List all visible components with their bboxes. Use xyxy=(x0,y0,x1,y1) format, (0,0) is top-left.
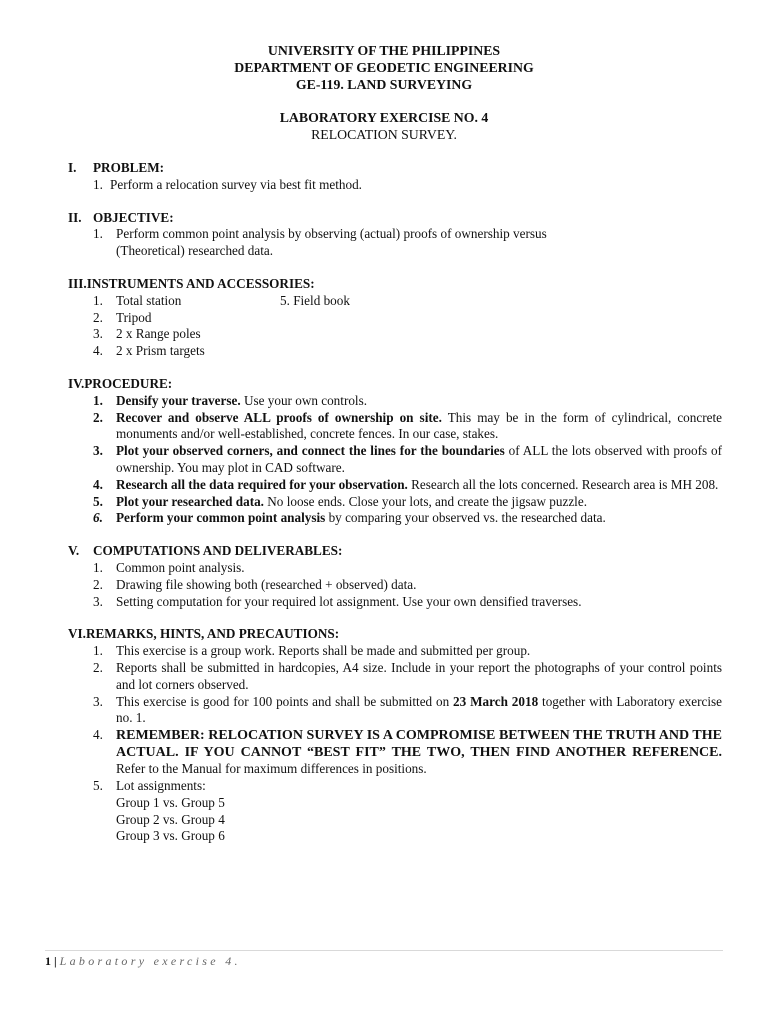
lot-assignment: Group 3 vs. Group 6 xyxy=(116,828,225,844)
list-item: 4. REMEMBER: RELOCATION SURVEY IS A COMPROMISE BETWEEN THE TRUTH AND THE ACTUAL. IF YOU CANNOT “BEST FIT” THE TWO, THEN FIND ANOTHER REFERENCE. Refer to the Manual for maximum differences in positions. xyxy=(93,727,722,777)
section-instruments xyxy=(68,276,722,360)
section-heading: V. COMPUTATIONS AND DELIVERABLES: xyxy=(68,543,343,559)
footer-divider xyxy=(45,950,723,951)
section-computations xyxy=(68,543,722,610)
list-item: 1. Total station 5. Field book xyxy=(93,292,350,308)
section-heading: IV.PROCEDURE: xyxy=(68,375,173,391)
document-body xyxy=(68,160,722,861)
list-item: 5. Plot your researched data. No loose ends. Close your lots, and create the jigsaw puzzle. xyxy=(93,493,587,509)
course-name: GE-119. LAND SURVEYING xyxy=(295,77,473,92)
list-item: 2. Recover and observe ALL proofs of ownership on site. This may be in the form of cylindrical, concrete monuments and/or well-established, concrete fences. In our case, stakes. xyxy=(93,409,722,442)
exercise-title-block xyxy=(0,109,768,143)
exercise-number: LABORATORY EXERCISE NO. 4 xyxy=(279,110,489,125)
section-procedure xyxy=(68,376,722,527)
list-item: 3. Plot your observed corners, and connect the lines for the boundaries of ALL the lots observed with proofs of ownership. You may plot in CAD software. xyxy=(93,443,722,475)
list-item: 3. This exercise is good for 100 points and shall be submitted on 23 March 2018 together with Laboratory exercise no. 1. xyxy=(93,693,723,726)
list-item: 1. This exercise is a group work. Reports shall be made and submitted per group. xyxy=(93,643,531,659)
procedure-list xyxy=(93,393,722,527)
list-item: 2. Tripod xyxy=(93,309,152,325)
department-name: DEPARTMENT OF GEODETIC ENGINEERING xyxy=(234,60,534,75)
list-item: 1. Densify your traverse. Use your own controls. xyxy=(93,392,368,408)
exercise-title: RELOCATION SURVEY. xyxy=(311,127,457,142)
section-heading: I. PROBLEM: xyxy=(68,160,165,175)
list-item: 6. Perform your common point analysis by comparing your observed vs. the researched data. xyxy=(93,510,606,526)
list-item: 3. 2 x Range poles xyxy=(93,326,201,342)
list-item: 4. Research all the data required for your observation. Research all the lots concerned. Research area is MH 208. xyxy=(93,476,719,492)
list-item: 2. Reports shall be submitted in hardcopies, A4 size. Include in your report the photographs of your control points and lot corners observed. xyxy=(93,659,722,692)
list-item: 1. Common point analysis. xyxy=(93,559,245,575)
footer-text: Laboratory exercise 4. xyxy=(59,954,241,968)
list-item: 1. Perform a relocation survey via best fit method. xyxy=(93,176,362,192)
lot-assignment: Group 1 vs. Group 5 xyxy=(116,794,225,810)
section-heading: II. OBJECTIVE: xyxy=(68,209,174,225)
section-objective xyxy=(68,210,722,260)
instruments-list xyxy=(93,293,722,360)
list-item: 2. Drawing file showing both (researched + observed) data. xyxy=(93,576,417,592)
section-problem xyxy=(68,160,722,194)
deliverables-list xyxy=(93,560,722,610)
list-item: 5. Lot assignments: Group 1 vs. Group 5 Group 2 vs. Group 4 Group 3 vs. Group 6 xyxy=(93,777,225,844)
problem-list xyxy=(93,177,722,194)
page-number: 1 xyxy=(45,954,51,968)
list-item: 4. 2 x Prism targets xyxy=(93,343,205,359)
objective-list xyxy=(93,226,722,260)
section-heading: VI.REMARKS, HINTS, AND PRECAUTIONS: xyxy=(68,626,340,642)
page-footer: 1 | Laboratory exercise 4. xyxy=(45,954,241,968)
lot-assignment: Group 2 vs. Group 4 xyxy=(116,811,225,827)
university-name: UNIVERSITY OF THE PHILIPPINES xyxy=(267,43,501,58)
list-item: 1. Perform common point analysis by observing (actual) proofs of ownership versus (Theoretical) researched data. xyxy=(93,226,547,259)
list-item: 3. Setting computation for your required lot assignment. Use your own densified traverses. xyxy=(93,593,582,609)
remarks-list xyxy=(93,643,722,845)
section-heading: III.INSTRUMENTS AND ACCESSORIES: xyxy=(68,275,315,291)
document-header xyxy=(0,42,768,93)
section-remarks xyxy=(68,626,722,845)
